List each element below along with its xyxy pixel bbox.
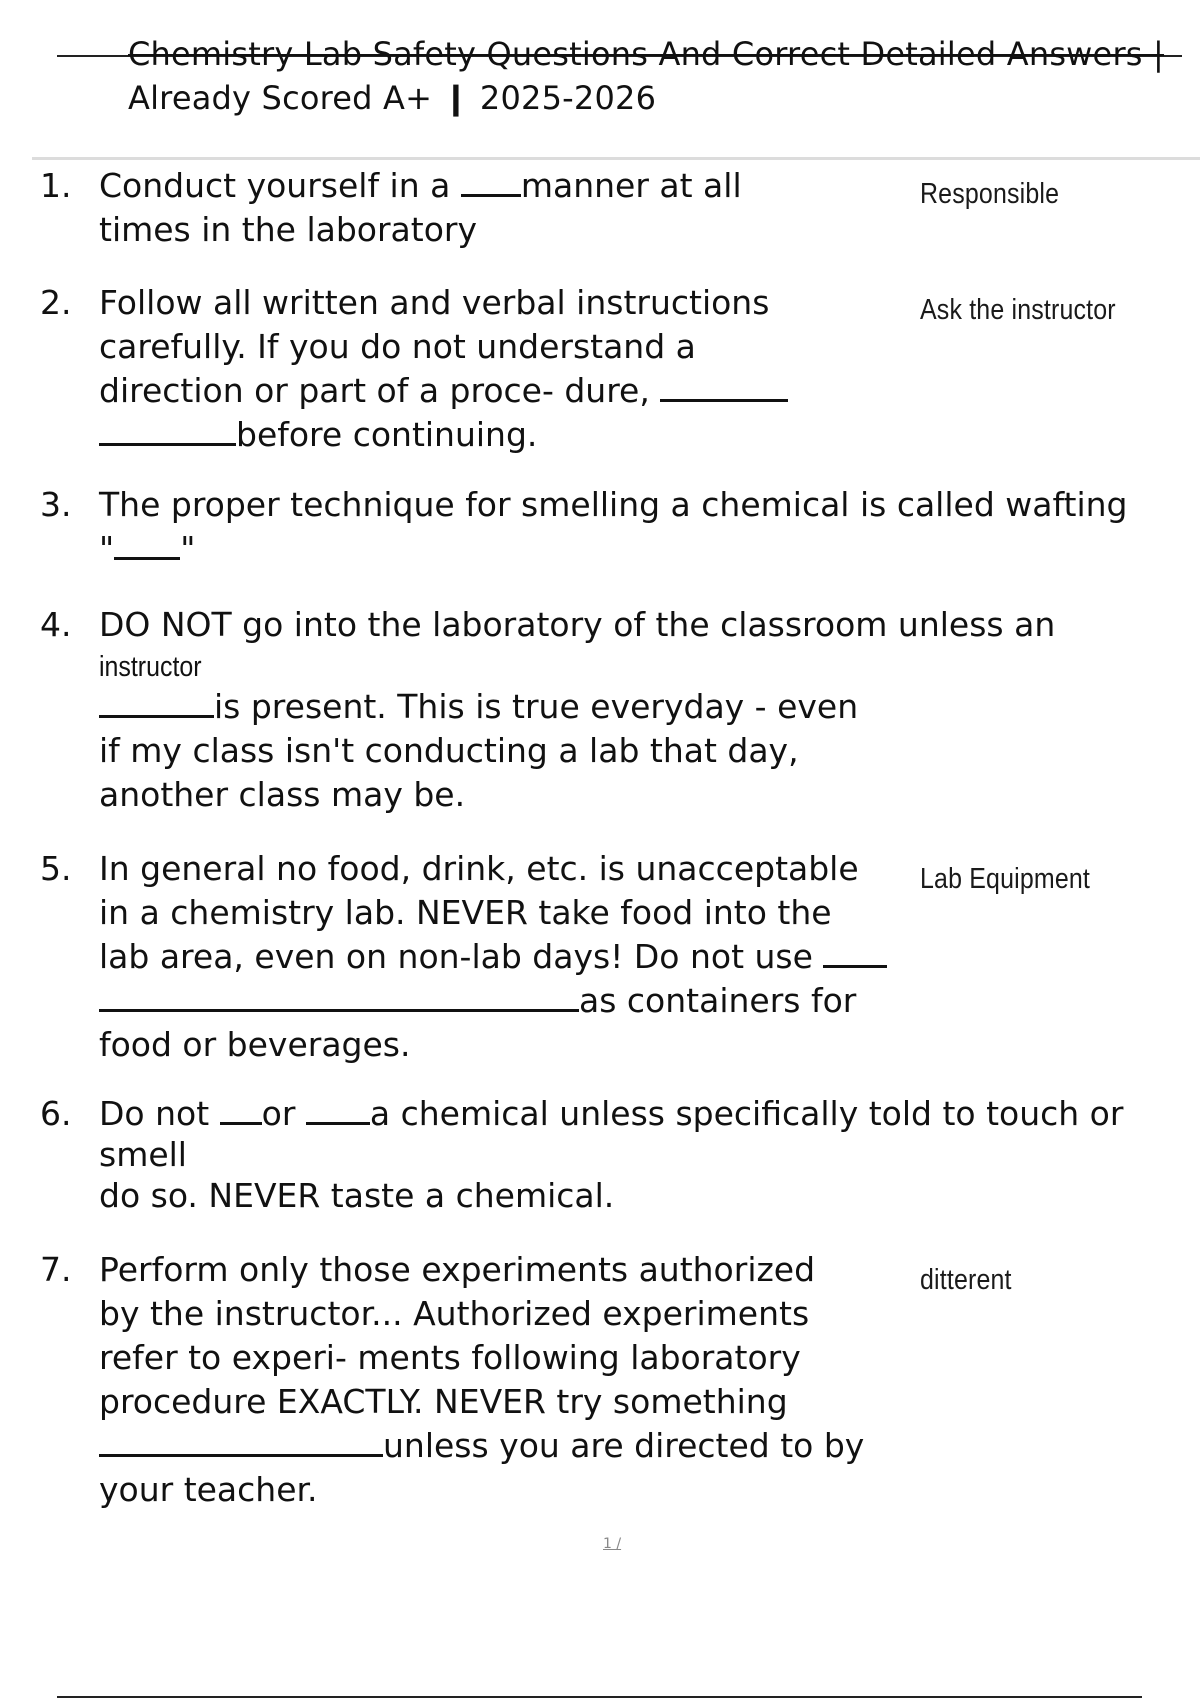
answer-7: ditterent (920, 1264, 1012, 1296)
answer-blank (823, 935, 887, 968)
question-text: Conduct yourself in a manner at all times in the laboratory (99, 166, 742, 249)
answer-2: Ask the instructor (920, 294, 1116, 326)
answer-5: Lab Equipment (920, 863, 1091, 895)
title-line-1: Chemistry Lab Safety Questions And Correct Detailed Answers | (128, 35, 1165, 73)
question-text: The proper technique for smelling a chemical is called wafting " " (99, 485, 1128, 568)
answer-blank (99, 413, 236, 446)
question-text: Follow all written and verbal instructions carefully. If you do not understand a direction or part of a proce- dure, before continuing. (99, 281, 788, 457)
question-text: In general no food, drink, etc. is unacceptable in a chemistry lab. NEVER take food into the lab area, even on non-lab days! Do not use as containers for food or beverages. (99, 847, 887, 1067)
question-text: Do not or a chemical unless specifically told to touch or smell do so. NEVER taste a chemical. (99, 1094, 1124, 1215)
answer-blank (114, 527, 180, 560)
question-number: 1. (40, 166, 72, 205)
answer-blank (220, 1092, 262, 1125)
answer-6b: smell (99, 1135, 187, 1174)
header-divider (32, 157, 1200, 160)
answer-blank (306, 1092, 370, 1125)
answer-6a: touch or (986, 1094, 1124, 1133)
question-number: 7. (40, 1250, 72, 1289)
answer-blank (99, 979, 579, 1012)
answer-blank (99, 685, 214, 718)
answer-blank (660, 369, 788, 402)
question-text: Perform only those experiments authorized by the instructor... Authorized experiments refer to experi- ments following laboratory procedure EXACTLY. NEVER try something unless you are directed to by your teacher. (99, 1250, 865, 1509)
title-line-2: Already Scored A+ ❙ 2025-2026 (128, 79, 657, 117)
answer-1: Responsible (920, 178, 1060, 210)
question-number: 3. (40, 485, 72, 524)
question-text: DO NOT go into the laboratory of the classroom unless an instructor is present. This is true everyday - even if my class isn't conducting a lab that day, another class may be. (99, 605, 1056, 814)
answer-4a: an (1014, 605, 1056, 644)
footer-rule (57, 1696, 1142, 1698)
document-title (128, 32, 1188, 120)
answer-3: wafting (1005, 485, 1128, 524)
answer-blank (99, 1424, 383, 1457)
answer-4b: instructor (99, 651, 202, 683)
page-marker: 1 / (603, 1536, 622, 1552)
question-number: 5. (40, 849, 72, 888)
answer-blank (461, 164, 521, 197)
question-number: 2. (40, 283, 72, 322)
question-number: 4. (40, 605, 72, 644)
question-number: 6. (40, 1094, 72, 1133)
